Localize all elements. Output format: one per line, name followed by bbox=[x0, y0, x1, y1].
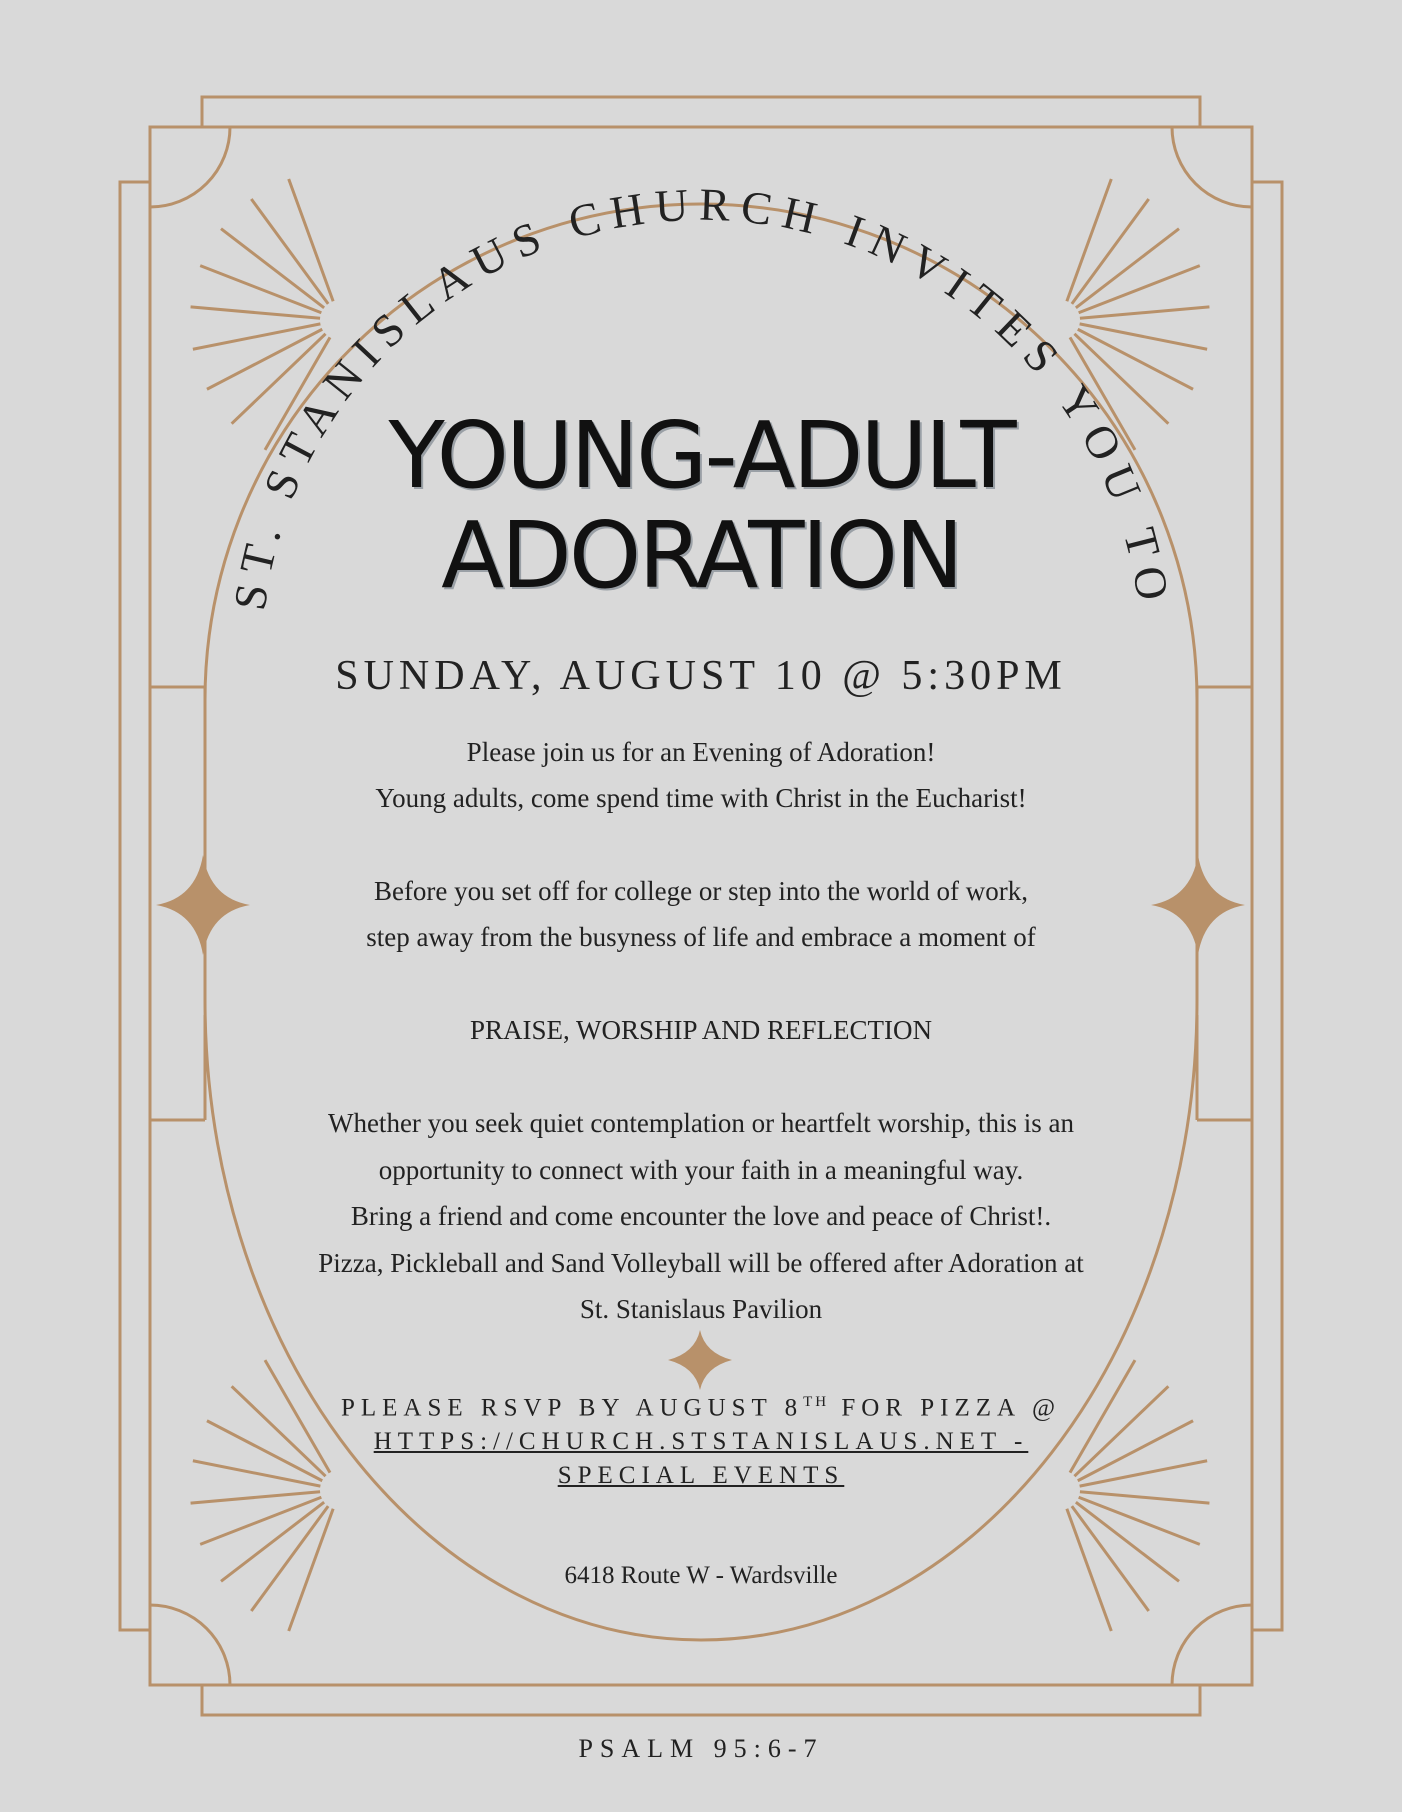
corner-arc-br bbox=[1172, 1605, 1252, 1685]
sunburst-ray bbox=[193, 324, 321, 349]
rsvp-text: PLEASE RSVP BY AUGUST 8TH FOR PIZZA @ bbox=[340, 1394, 1061, 1422]
corner-arc-tr bbox=[1172, 127, 1252, 207]
sunburst-ray bbox=[1080, 1492, 1210, 1503]
address: 6418 Route W - Wardsville bbox=[564, 1562, 838, 1589]
rsvp-link[interactable]: HTTPS://CHURCH.STSTANISLAUS.NET - bbox=[373, 1428, 1029, 1455]
sunburst-ray bbox=[1080, 324, 1208, 349]
sunburst-ray bbox=[1080, 307, 1210, 318]
corner-arc-tl bbox=[150, 127, 230, 207]
emphasis-line: PRAISE, WORSHIP AND REFLECTION bbox=[469, 1015, 933, 1045]
rsvp-link-continued[interactable]: SPECIAL EVENTS bbox=[557, 1462, 845, 1489]
sunburst-ray bbox=[1076, 229, 1179, 308]
description-line: Before you set off for college or step into the world of work, bbox=[373, 876, 1029, 906]
sunburst-ray bbox=[1079, 1497, 1200, 1544]
details-line: Pizza, Pickleball and Sand Volleyball will be offered after Adoration at bbox=[318, 1248, 1084, 1278]
event-title-line-2: ADORATION bbox=[441, 502, 961, 609]
sunburst-ray bbox=[200, 1497, 321, 1544]
details-line: St. Stanislaus Pavilion bbox=[579, 1294, 823, 1324]
corner-arc-bl bbox=[150, 1605, 230, 1685]
sunburst-ray bbox=[200, 266, 321, 313]
details-line: Whether you seek quiet contemplation or heartfelt worship, this is an bbox=[327, 1108, 1075, 1138]
star-icon-center bbox=[668, 1330, 732, 1390]
sunburst-ray bbox=[191, 1492, 321, 1503]
psalm-reference: PSALM 95:6-7 bbox=[578, 1734, 824, 1763]
details-line: Bring a friend and come encounter the love and peace of Christ!. bbox=[350, 1201, 1052, 1231]
invite-line: Young adults, come spend time with Christ in the Eucharist! bbox=[375, 783, 1027, 813]
invite-line: Please join us for an Evening of Adoration! bbox=[466, 737, 936, 767]
details-line: opportunity to connect with your faith in a meaningful way. bbox=[378, 1155, 1024, 1185]
arc-heading: ST. STANISLAUS CHURCH INVITES YOU TO bbox=[223, 178, 1181, 614]
sunburst-ray bbox=[1079, 266, 1200, 313]
event-title-line-1: YOUNG-ADULT bbox=[388, 402, 1014, 509]
sunburst-ray bbox=[221, 229, 324, 308]
event-date-time: SUNDAY, AUGUST 10 @ 5:30PM bbox=[335, 653, 1067, 699]
sunburst-ray bbox=[191, 307, 321, 318]
description-line: step away from the busyness of life and embrace a moment of bbox=[366, 922, 1036, 952]
